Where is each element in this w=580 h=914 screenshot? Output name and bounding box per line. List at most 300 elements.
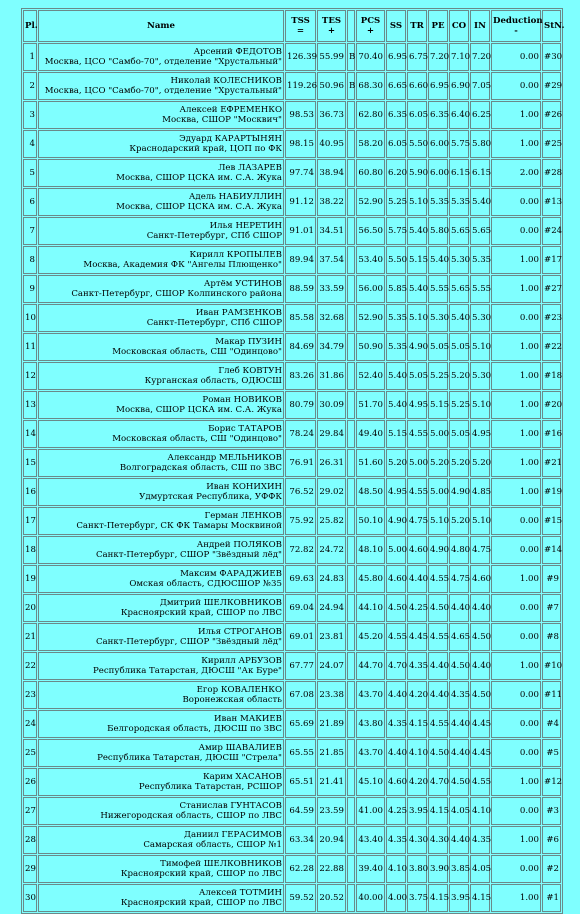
- rank-cell: 9: [23, 275, 37, 303]
- pcs-cell: 58.20: [356, 130, 385, 158]
- tss-cell: 62.28: [285, 855, 316, 883]
- header-in: IN: [470, 10, 490, 42]
- deduction-cell: 0.00: [491, 507, 541, 535]
- pcs-cell: 48.50: [356, 478, 385, 506]
- athlete-cell: [38, 826, 284, 854]
- mark-cell: B: [347, 43, 355, 71]
- rank-cell: 20: [23, 594, 37, 622]
- pe-cell: 6.00: [428, 159, 448, 187]
- athlete-name: Иван МАКИЕВ: [214, 714, 282, 724]
- ss-cell: 4.60: [386, 768, 406, 796]
- rank-cell: 2: [23, 72, 37, 100]
- mark-cell: [347, 217, 355, 245]
- header-pe: PE: [428, 10, 448, 42]
- pe-cell: 7.20: [428, 43, 448, 71]
- co-cell: 6.15: [449, 159, 469, 187]
- rank-cell: 18: [23, 536, 37, 564]
- mark-cell: [347, 478, 355, 506]
- tes-cell: 24.83: [317, 565, 346, 593]
- deduction-cell: 0.00: [491, 43, 541, 71]
- co-cell: 5.20: [449, 507, 469, 535]
- deduction-cell: 1.00: [491, 449, 541, 477]
- stn-cell: #25: [542, 130, 561, 158]
- pe-cell: 5.40: [428, 246, 448, 274]
- tr-cell: 5.05: [407, 362, 427, 390]
- tes-cell: 23.59: [317, 797, 346, 825]
- in-cell: 7.05: [470, 72, 490, 100]
- rank-cell: 6: [23, 188, 37, 216]
- tes-cell: 37.54: [317, 246, 346, 274]
- tss-cell: 98.15: [285, 130, 316, 158]
- ss-cell: 5.35: [386, 333, 406, 361]
- pcs-cell: 60.80: [356, 159, 385, 187]
- stn-cell: #14: [542, 536, 561, 564]
- tss-cell: 91.01: [285, 217, 316, 245]
- tr-cell: 4.15: [407, 710, 427, 738]
- in-cell: 4.75: [470, 536, 490, 564]
- athlete-name: Макар ПУЗИН: [215, 337, 282, 347]
- athlete-club: Москва, СШОР "Москвич": [162, 115, 282, 125]
- athlete-name: Глеб КОВТУН: [218, 366, 282, 376]
- deduction-cell: 1.00: [491, 275, 541, 303]
- pcs-cell: 41.00: [356, 797, 385, 825]
- tss-cell: 91.12: [285, 188, 316, 216]
- in-cell: 5.55: [470, 275, 490, 303]
- pcs-cell: 50.90: [356, 333, 385, 361]
- deduction-cell: 1.00: [491, 362, 541, 390]
- pcs-cell: 52.90: [356, 188, 385, 216]
- deduction-cell: 0.00: [491, 855, 541, 883]
- in-cell: 5.30: [470, 304, 490, 332]
- stn-cell: #16: [542, 420, 561, 448]
- mark-cell: [347, 449, 355, 477]
- pe-cell: 5.10: [428, 507, 448, 535]
- mark-cell: [347, 710, 355, 738]
- pe-cell: 4.55: [428, 710, 448, 738]
- pe-cell: 5.30: [428, 304, 448, 332]
- tes-cell: 21.89: [317, 710, 346, 738]
- athlete-name: Андрей ПОЛЯКОВ: [196, 540, 282, 550]
- pe-cell: 4.90: [428, 536, 448, 564]
- tss-cell: 89.94: [285, 246, 316, 274]
- deduction-cell: 0.00: [491, 217, 541, 245]
- pe-cell: 4.15: [428, 797, 448, 825]
- athlete-name: Дмитрий ШЕЛКОВНИКОВ: [159, 598, 282, 608]
- table-row: [23, 536, 561, 564]
- pcs-cell: 43.40: [356, 826, 385, 854]
- deduction-cell: 2.00: [491, 159, 541, 187]
- tes-cell: 50.96: [317, 72, 346, 100]
- table-row: [23, 130, 561, 158]
- table-row: [23, 855, 561, 883]
- pe-cell: 4.55: [428, 565, 448, 593]
- tes-cell: 21.85: [317, 739, 346, 767]
- athlete-name: Карим ХАСАНОВ: [203, 772, 282, 782]
- athlete-name: Лев ЛАЗАРЕВ: [218, 163, 282, 173]
- athlete-club: Республика Татарстан, РСШОР: [138, 782, 282, 792]
- athlete-name: Илья НЕРЕТИН: [209, 221, 282, 231]
- tes-cell: 26.31: [317, 449, 346, 477]
- header-name: Name: [38, 10, 284, 42]
- ss-cell: 5.25: [386, 188, 406, 216]
- ss-cell: 5.00: [386, 536, 406, 564]
- mark-cell: [347, 855, 355, 883]
- co-cell: 4.40: [449, 826, 469, 854]
- pe-cell: 4.50: [428, 739, 448, 767]
- pe-cell: 5.15: [428, 391, 448, 419]
- mark-cell: [347, 797, 355, 825]
- in-cell: 5.10: [470, 391, 490, 419]
- deduction-cell: 1.00: [491, 884, 541, 912]
- athlete-name: Борис ТАТАРОВ: [208, 424, 282, 434]
- tr-cell: 4.55: [407, 420, 427, 448]
- rank-cell: 28: [23, 826, 37, 854]
- tr-cell: 6.75: [407, 43, 427, 71]
- deduction-cell: 1.00: [491, 478, 541, 506]
- stn-cell: #1: [542, 884, 561, 912]
- stn-cell: #22: [542, 333, 561, 361]
- athlete-club: Красноярский край, СШОР по ЛВС: [120, 608, 282, 618]
- header-tes-sub: +: [327, 26, 336, 36]
- pcs-cell: 40.00: [356, 884, 385, 912]
- stn-cell: #27: [542, 275, 561, 303]
- pcs-cell: 48.10: [356, 536, 385, 564]
- athlete-name: Алексей ТОТМИН: [198, 888, 282, 898]
- athlete-name: Алексей ЕФРЕМЕНКО: [179, 105, 282, 115]
- athlete-name: Кирилл АРБУЗОВ: [201, 656, 282, 666]
- stn-cell: #9: [542, 565, 561, 593]
- athlete-cell: [38, 43, 284, 71]
- mark-cell: [347, 507, 355, 535]
- stn-cell: #20: [542, 391, 561, 419]
- athlete-club: Московская область, СШ "Одинцово": [112, 434, 282, 444]
- mark-cell: [347, 623, 355, 651]
- pcs-cell: 43.80: [356, 710, 385, 738]
- athlete-club: Санкт-Петербург, СК ФК Тамары Москвиной: [76, 521, 282, 531]
- athlete-cell: [38, 101, 284, 129]
- pe-cell: 4.55: [428, 623, 448, 651]
- co-cell: 3.95: [449, 884, 469, 912]
- ss-cell: 4.60: [386, 565, 406, 593]
- rank-cell: 23: [23, 681, 37, 709]
- athlete-name: Тимофей ШЕЛКОВНИКОВ: [160, 859, 282, 869]
- stn-cell: #21: [542, 449, 561, 477]
- co-cell: 5.75: [449, 130, 469, 158]
- pcs-cell: 56.50: [356, 217, 385, 245]
- table-row: [23, 246, 561, 274]
- athlete-cell: [38, 72, 284, 100]
- athlete-name: Станислав ГУНТАСОВ: [179, 801, 282, 811]
- athlete-cell: [38, 884, 284, 912]
- athlete-name: Егор КОВАЛЕНКО: [196, 685, 282, 695]
- header-tes: TES +: [317, 10, 346, 42]
- stn-cell: #12: [542, 768, 561, 796]
- stn-cell: #24: [542, 217, 561, 245]
- co-cell: 5.40: [449, 304, 469, 332]
- athlete-club: Курганская область, ОДЮСШ: [144, 376, 282, 386]
- ss-cell: 5.40: [386, 362, 406, 390]
- rank-cell: 11: [23, 333, 37, 361]
- tr-cell: 6.60: [407, 72, 427, 100]
- athlete-name: Арсений ФЕДОТОВ: [193, 47, 282, 57]
- tss-cell: 97.74: [285, 159, 316, 187]
- co-cell: 5.65: [449, 275, 469, 303]
- in-cell: 4.60: [470, 565, 490, 593]
- deduction-cell: 0.00: [491, 72, 541, 100]
- tr-cell: 5.10: [407, 304, 427, 332]
- stn-cell: #19: [542, 478, 561, 506]
- ss-cell: 4.40: [386, 739, 406, 767]
- tes-cell: 36.73: [317, 101, 346, 129]
- tr-cell: 5.00: [407, 449, 427, 477]
- co-cell: 5.20: [449, 362, 469, 390]
- mark-cell: [347, 304, 355, 332]
- athlete-name: Илья СТРОГАНОВ: [198, 627, 282, 637]
- stn-cell: #17: [542, 246, 561, 274]
- tss-cell: 85.58: [285, 304, 316, 332]
- tss-cell: 63.34: [285, 826, 316, 854]
- athlete-cell: [38, 478, 284, 506]
- header-stn: StN.: [542, 10, 561, 42]
- mark-cell: [347, 652, 355, 680]
- athlete-name: Эдуард КАРАРТЫНЯН: [179, 134, 282, 144]
- stn-cell: #6: [542, 826, 561, 854]
- pcs-cell: 56.00: [356, 275, 385, 303]
- pe-cell: 6.00: [428, 130, 448, 158]
- ss-cell: 4.00: [386, 884, 406, 912]
- co-cell: 4.65: [449, 623, 469, 651]
- ss-cell: 4.95: [386, 478, 406, 506]
- stn-cell: #11: [542, 681, 561, 709]
- athlete-name: Иван КОНИХИН: [206, 482, 282, 492]
- pe-cell: 5.55: [428, 275, 448, 303]
- athlete-club: Санкт-Петербург, СПб СШОР: [146, 318, 282, 328]
- tr-cell: 6.05: [407, 101, 427, 129]
- in-cell: 4.05: [470, 855, 490, 883]
- tes-cell: 24.94: [317, 594, 346, 622]
- athlete-name: Артём УСТИНОВ: [203, 279, 282, 289]
- mark-cell: [347, 681, 355, 709]
- tss-cell: 65.51: [285, 768, 316, 796]
- rank-cell: 21: [23, 623, 37, 651]
- tss-cell: 83.26: [285, 362, 316, 390]
- mark-cell: [347, 391, 355, 419]
- table-row: [23, 884, 561, 912]
- rank-cell: 27: [23, 797, 37, 825]
- ss-cell: 4.90: [386, 507, 406, 535]
- header-deduction-sub: -: [514, 26, 518, 36]
- tr-cell: 4.10: [407, 739, 427, 767]
- pcs-cell: 62.80: [356, 101, 385, 129]
- pe-cell: 5.00: [428, 420, 448, 448]
- stn-cell: #10: [542, 652, 561, 680]
- co-cell: 4.40: [449, 594, 469, 622]
- in-cell: 5.65: [470, 217, 490, 245]
- table-row: [23, 43, 561, 71]
- table-row: [23, 478, 561, 506]
- athlete-cell: [38, 159, 284, 187]
- deduction-cell: 1.00: [491, 130, 541, 158]
- co-cell: 4.40: [449, 710, 469, 738]
- tss-cell: 126.39: [285, 43, 316, 71]
- pcs-cell: 43.70: [356, 681, 385, 709]
- athlete-club: Москва, ЦСО "Самбо-70", отделение "Хрустальный": [44, 57, 282, 67]
- tes-cell: 34.51: [317, 217, 346, 245]
- pcs-cell: 45.80: [356, 565, 385, 593]
- tes-cell: 24.72: [317, 536, 346, 564]
- stn-cell: #2: [542, 855, 561, 883]
- pe-cell: 5.25: [428, 362, 448, 390]
- header-tr: TR: [407, 10, 427, 42]
- ss-cell: 4.35: [386, 710, 406, 738]
- tr-cell: 4.90: [407, 333, 427, 361]
- ss-cell: 4.25: [386, 797, 406, 825]
- ss-cell: 4.35: [386, 826, 406, 854]
- mark-cell: [347, 739, 355, 767]
- in-cell: 4.15: [470, 884, 490, 912]
- mark-cell: [347, 884, 355, 912]
- header-pl: Pl.: [23, 10, 37, 42]
- co-cell: 5.65: [449, 217, 469, 245]
- pe-cell: 5.80: [428, 217, 448, 245]
- deduction-cell: 0.00: [491, 304, 541, 332]
- tes-cell: 32.68: [317, 304, 346, 332]
- tr-cell: 4.20: [407, 768, 427, 796]
- rank-cell: 4: [23, 130, 37, 158]
- mark-cell: B: [347, 72, 355, 100]
- pcs-cell: 53.40: [356, 246, 385, 274]
- athlete-name: Кирилл КРОПЫЛЕВ: [189, 250, 282, 260]
- in-cell: 5.10: [470, 507, 490, 535]
- tes-cell: 23.81: [317, 623, 346, 651]
- tss-cell: 64.59: [285, 797, 316, 825]
- athlete-cell: [38, 855, 284, 883]
- ss-cell: 6.20: [386, 159, 406, 187]
- athlete-club: Самарская область, СШОР №1: [143, 840, 282, 850]
- mark-cell: [347, 565, 355, 593]
- athlete-name: Иван РАМЗЕНКОВ: [195, 308, 282, 318]
- pe-cell: 5.00: [428, 478, 448, 506]
- mark-cell: [347, 159, 355, 187]
- in-cell: 5.80: [470, 130, 490, 158]
- table-row: [23, 681, 561, 709]
- stn-cell: #28: [542, 159, 561, 187]
- athlete-club: Санкт-Петербург, СПб СШОР: [146, 231, 282, 241]
- results-table: [21, 8, 563, 914]
- athlete-cell: [38, 710, 284, 738]
- in-cell: 4.10: [470, 797, 490, 825]
- co-cell: 6.40: [449, 101, 469, 129]
- co-cell: 4.35: [449, 681, 469, 709]
- results-body: [23, 43, 561, 912]
- co-cell: 5.30: [449, 246, 469, 274]
- in-cell: 5.20: [470, 449, 490, 477]
- athlete-club: Санкт-Петербург, СШОР "Звёздный лёд": [95, 550, 282, 560]
- table-row: [23, 594, 561, 622]
- tes-cell: 21.41: [317, 768, 346, 796]
- in-cell: 5.10: [470, 333, 490, 361]
- tss-cell: 69.63: [285, 565, 316, 593]
- pcs-cell: 52.40: [356, 362, 385, 390]
- athlete-name: Герман ЛЕНКОВ: [204, 511, 282, 521]
- tr-cell: 5.10: [407, 188, 427, 216]
- header-row: [23, 10, 561, 42]
- deduction-cell: 1.00: [491, 333, 541, 361]
- ss-cell: 6.95: [386, 43, 406, 71]
- athlete-club: Нижегородская область, СШОР по ЛВС: [100, 811, 282, 821]
- tr-cell: 3.95: [407, 797, 427, 825]
- in-cell: 6.15: [470, 159, 490, 187]
- pcs-cell: 51.70: [356, 391, 385, 419]
- tr-cell: 4.45: [407, 623, 427, 651]
- rank-cell: 5: [23, 159, 37, 187]
- athlete-club: Республика Татарстан, ДЮСШ "Ак Буре": [93, 666, 282, 676]
- co-cell: 5.05: [449, 420, 469, 448]
- tr-cell: 4.20: [407, 681, 427, 709]
- deduction-cell: 1.00: [491, 246, 541, 274]
- mark-cell: [347, 333, 355, 361]
- tss-cell: 88.59: [285, 275, 316, 303]
- table-row: [23, 304, 561, 332]
- in-cell: 7.20: [470, 43, 490, 71]
- table-row: [23, 710, 561, 738]
- ss-cell: 5.35: [386, 304, 406, 332]
- mark-cell: [347, 536, 355, 564]
- co-cell: 5.35: [449, 188, 469, 216]
- mark-cell: [347, 275, 355, 303]
- tr-cell: 4.75: [407, 507, 427, 535]
- athlete-name: Максим ФАРАДЖИЕВ: [180, 569, 282, 579]
- pcs-cell: 45.10: [356, 768, 385, 796]
- in-cell: 4.40: [470, 652, 490, 680]
- co-cell: 4.75: [449, 565, 469, 593]
- table-row: [23, 565, 561, 593]
- stn-cell: #13: [542, 188, 561, 216]
- deduction-cell: 0.00: [491, 739, 541, 767]
- athlete-club: Красноярский край, СШОР по ЛВС: [120, 869, 282, 879]
- tss-cell: 72.82: [285, 536, 316, 564]
- tes-cell: 24.07: [317, 652, 346, 680]
- ss-cell: 4.50: [386, 594, 406, 622]
- table-row: [23, 623, 561, 651]
- athlete-cell: [38, 623, 284, 651]
- tr-cell: 5.50: [407, 130, 427, 158]
- in-cell: 4.45: [470, 739, 490, 767]
- header-deduction: Deduction -: [491, 10, 541, 42]
- co-cell: 7.10: [449, 43, 469, 71]
- athlete-cell: [38, 449, 284, 477]
- athlete-cell: [38, 739, 284, 767]
- in-cell: 4.35: [470, 826, 490, 854]
- ss-cell: 6.05: [386, 130, 406, 158]
- rank-cell: 29: [23, 855, 37, 883]
- rank-cell: 17: [23, 507, 37, 535]
- deduction-cell: 0.00: [491, 623, 541, 651]
- tr-cell: 5.90: [407, 159, 427, 187]
- rank-cell: 1: [23, 43, 37, 71]
- table-row: [23, 797, 561, 825]
- mark-cell: [347, 188, 355, 216]
- tes-cell: 30.09: [317, 391, 346, 419]
- athlete-cell: [38, 391, 284, 419]
- in-cell: 4.55: [470, 768, 490, 796]
- pcs-cell: 44.10: [356, 594, 385, 622]
- tss-cell: 67.08: [285, 681, 316, 709]
- pe-cell: 4.70: [428, 768, 448, 796]
- table-row: [23, 362, 561, 390]
- athlete-club: Санкт-Петербург, СШОР Колпинского района: [71, 289, 282, 299]
- tss-cell: 84.69: [285, 333, 316, 361]
